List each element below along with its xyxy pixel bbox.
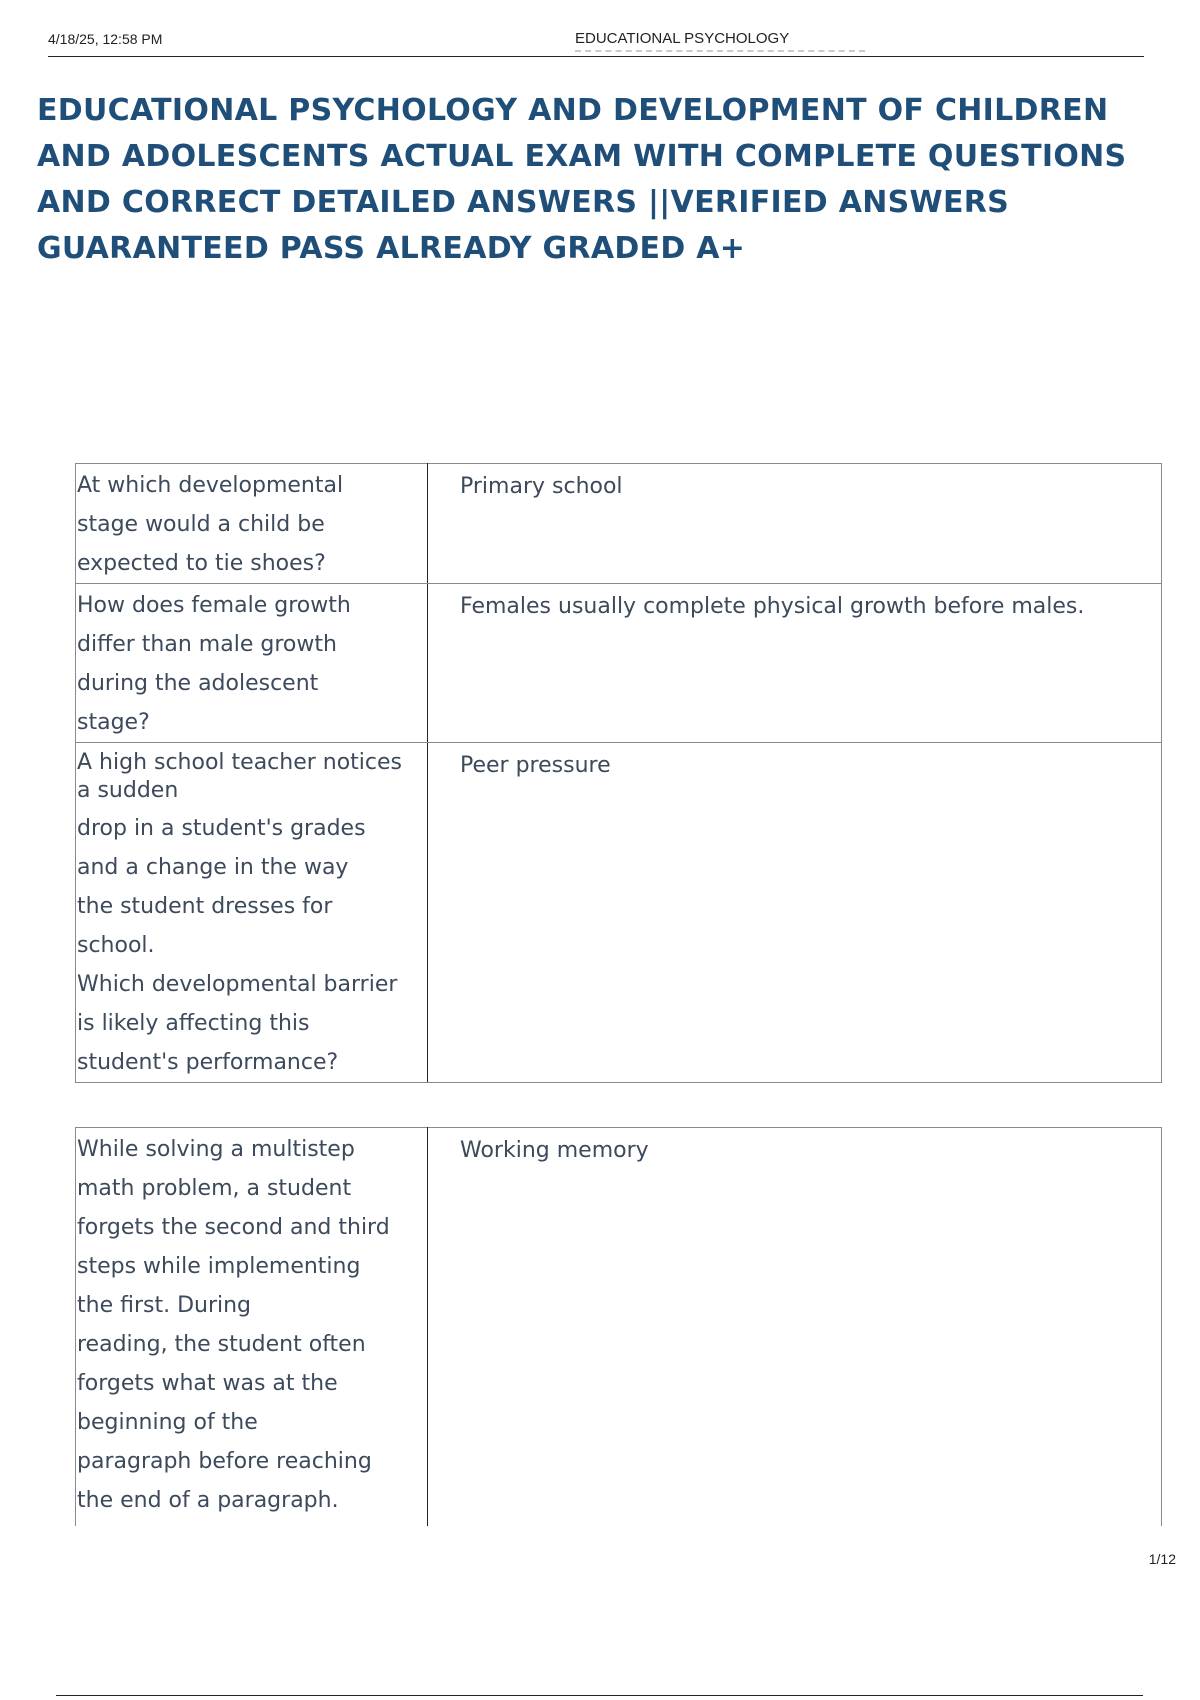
question-cell: [76, 743, 428, 1083]
question-cell: [76, 1128, 428, 1527]
question-cell: [76, 584, 428, 743]
question-line: At which developmental: [77, 473, 344, 498]
print-title: EDUCATIONAL PSYCHOLOGY: [575, 30, 790, 47]
question-line: the student dresses for: [77, 894, 333, 919]
question-line: forgets what was at the: [77, 1371, 338, 1396]
table-row: [76, 743, 1162, 1083]
question-line: the first. During: [77, 1293, 252, 1318]
question-line: paragraph before reaching: [77, 1449, 372, 1474]
question-line: beginning of the: [77, 1410, 258, 1435]
question-line: expected to tie shoes?: [77, 551, 326, 576]
print-header: [48, 28, 1144, 57]
question-line: stage would a child be: [77, 512, 325, 537]
answer-cell: Primary school: [428, 464, 1162, 584]
question-line: While solving a multistep: [77, 1137, 355, 1162]
question-line: drop in a student's grades: [77, 816, 366, 841]
question-line: How does female growth: [77, 593, 351, 618]
table-row: [76, 1128, 1162, 1527]
table-row: [76, 464, 1162, 584]
question-line: reading, the student often: [77, 1332, 366, 1357]
question-line: and a change in the way: [77, 855, 349, 880]
answer-cell: Females usually complete physical growth before males.: [428, 584, 1162, 743]
question-line: the end of a paragraph.: [77, 1488, 339, 1513]
question-line: A high school teacher notices: [77, 750, 403, 775]
question-line: is likely affecting this: [77, 1011, 310, 1036]
question-line: student's performance?: [77, 1050, 339, 1075]
table-row: [76, 584, 1162, 743]
clipped-header-text: [575, 50, 865, 55]
page-divider: [56, 1695, 1143, 1696]
answer-cell: Peer pressure: [428, 743, 1162, 1083]
qa-table: [75, 1127, 1162, 1526]
document-title: EDUCATIONAL PSYCHOLOGY AND DEVELOPMENT OF CHILDREN AND ADOLESCENTS ACTUAL EXAM WITH COMPLETE QUESTIONS AND CORRECT DETAILED ANSWERS ||VERIFIED ANSWERS GUARANTEED PASS ALREADY GRADED A+: [37, 93, 1127, 266]
answer-cell: Working memory: [428, 1128, 1162, 1527]
qa-table: [75, 463, 1162, 1083]
question-line: stage?: [77, 710, 150, 735]
question-line: steps while implementing: [77, 1254, 361, 1279]
question-line: differ than male growth: [77, 632, 337, 657]
question-line: during the adolescent: [77, 671, 319, 696]
question-line: math problem, a student: [77, 1176, 352, 1201]
question-line: forgets the second and third: [77, 1215, 390, 1240]
question-line: Which developmental barrier: [77, 972, 398, 997]
question-line: school.: [77, 933, 155, 958]
question-line: a sudden: [77, 778, 179, 803]
question-cell: [76, 464, 428, 584]
print-date: 4/18/25, 12:58 PM: [48, 31, 163, 47]
page-number: 1/12: [1148, 1551, 1176, 1567]
